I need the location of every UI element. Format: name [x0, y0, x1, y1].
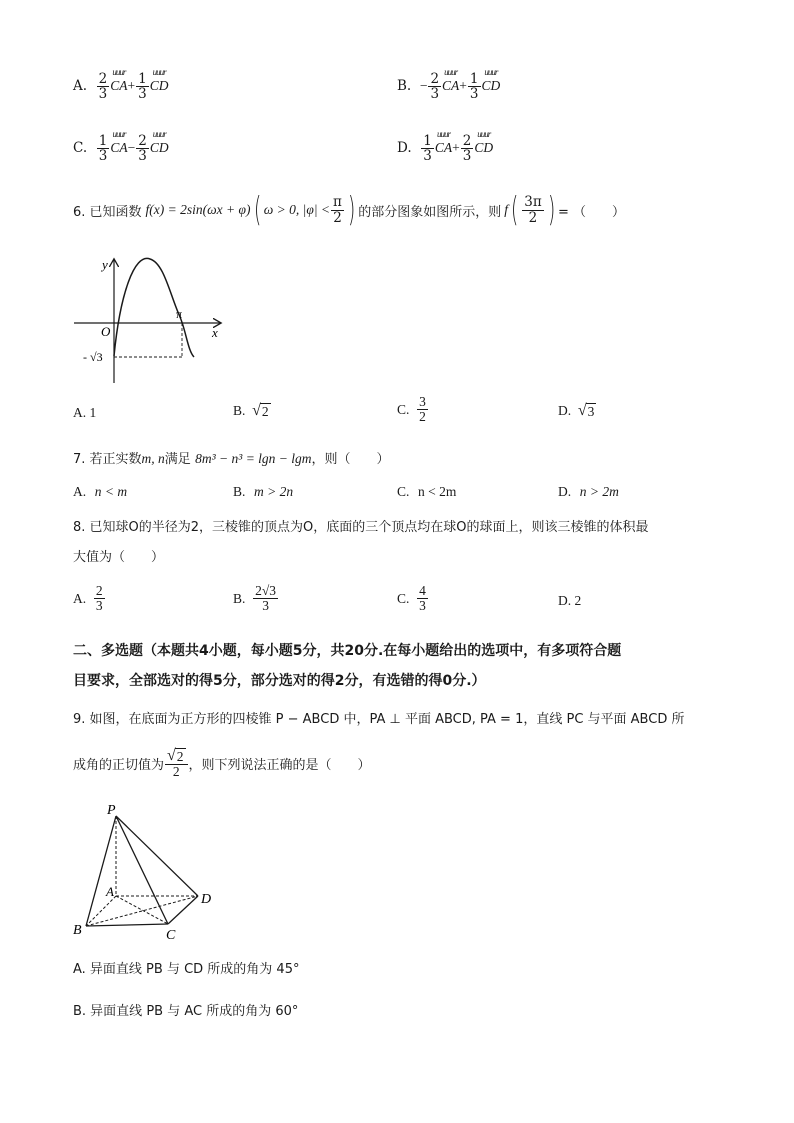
- q5-d-vector-ca: uuur CA: [434, 129, 453, 156]
- q9-label-a: A: [106, 884, 114, 899]
- q6-y-label: y: [102, 257, 108, 272]
- q6-origin-label: O: [101, 324, 111, 339]
- q5-c-vector-ca: uuur CA: [110, 129, 128, 156]
- q8-stem-line2: 大值为（ ）: [73, 550, 165, 565]
- q6-ask-fraction: $\frac{3\pi}{2}$: [524, 194, 542, 226]
- q7-stem: 7. 若正实数m, n满足 8m³ − n³ = lgn − lgm，则（ ）: [73, 451, 390, 467]
- q9-stem-line2: 成角的正切值为 √ 2 2 ，则下列说法正确的是（ ）: [73, 747, 371, 779]
- q5-a-coef1: $\frac{2}{3}$: [98, 71, 108, 103]
- q6-b-sqrt: √ 2: [252, 402, 269, 419]
- q9-edge-pc: [116, 816, 168, 924]
- q5-b-vector-cd: uuur CD: [481, 67, 501, 94]
- q8-option-d: D. 2: [558, 593, 582, 608]
- q8-option-b: B. $\frac{2√3}{3}$: [233, 583, 277, 614]
- q5-option-b: B. − $\frac{2}{3}$ uuur CA+ $\frac{1}{3}$ uuur CD: [397, 67, 501, 103]
- q5-option-c: C. $\frac{1}{3}$ uuur CA− $\frac{2}{3}$ uuur CD: [73, 129, 169, 165]
- q6-d-sqrt: √ 3: [577, 402, 595, 419]
- q6-stem: 6. 已知函数 f(x) = 2sin(ωx + φ) ( ω > 0, |φ| < $\frac{\pi}{2}$ ) 的部分图象如图所示，则 f ( $\frac{3\pi}{2}$ ) = （ ）: [73, 190, 625, 230]
- q5-option-d: D. $\frac{1}{3}$ uuur CA+ $\frac{2}{3}$ uuur CD: [397, 129, 494, 165]
- q6-neg-sqrt3-label: - √3: [83, 350, 103, 364]
- section2-heading-line2: 目要求，全部选对的得5分，部分选对的得2分，有选错的得0分.）: [73, 673, 486, 689]
- q9-pyramid-figure: [70, 800, 220, 945]
- q8-option-a: A. $\frac{2}{3}$: [73, 583, 103, 614]
- q5-a-vector-ca: uuur CA: [110, 67, 128, 94]
- q5-b-coef1: $\frac{2}{3}$: [430, 71, 440, 103]
- q9-edge-pd: [116, 816, 198, 896]
- q6-option-a: A. 1: [73, 405, 97, 420]
- q5-d-coef1: $\frac{1}{3}$: [423, 133, 432, 165]
- q8-stem-line1: 8. 已知球O的半径为2，三棱锥的顶点为O，底面的三个顶点均在球O的球面上，则该三棱锥的体积最: [73, 520, 649, 535]
- q6-option-d: D. √ 3: [558, 402, 595, 419]
- q9-stem-line1: 9. 如图，在底面为正方形的四棱锥 P − ABCD 中，PA ⊥ 平面 ABCD, PA = 1，直线 PC 与平面 ABCD 所: [73, 712, 685, 727]
- q5-d-vector-cd: uuur CD: [474, 129, 494, 156]
- q5-c-coef1: $\frac{1}{3}$: [98, 133, 108, 165]
- q9-label-p: P: [107, 803, 116, 818]
- q5-c-coef2: $\frac{2}{3}$: [138, 133, 147, 165]
- q5-d-coef2: $\frac{2}{3}$: [462, 133, 472, 165]
- q6-sine-graph: [70, 255, 230, 390]
- q5-option-a: A. $\frac{2}{3}$ uuur CA+ $\frac{1}{3}$ uuur CD: [73, 67, 169, 103]
- section2-heading-line1: 二、多选题（本题共4小题，每小题5分，共20分.在每小题给出的选项中，有多项符合题: [73, 643, 622, 659]
- q5-a-vector-cd: uuur CD: [149, 67, 169, 94]
- q7-option-a: A. n < m: [73, 484, 128, 499]
- q5-c-vector-cd: uuur CD: [149, 129, 169, 156]
- q7-option-d: D. n > 2m: [558, 484, 619, 499]
- q6-option-b: B. √ 2: [233, 402, 269, 419]
- q7-option-c: C. n < 2m: [397, 484, 457, 499]
- q6-pi-label: π: [176, 307, 183, 321]
- q6-option-c: C. $\frac{3}{2}$: [397, 394, 426, 425]
- q9-edge-ac: [116, 896, 168, 924]
- q5-b-coef2: $\frac{1}{3}$: [469, 71, 479, 103]
- q5-a-coef2: $\frac{1}{3}$: [138, 71, 147, 103]
- q7-option-b: B. m > 2n: [233, 484, 294, 499]
- q9-label-d: D: [201, 892, 212, 907]
- q8-option-c: C. $\frac{4}{3}$: [397, 583, 426, 614]
- q6-x-label: x: [212, 325, 218, 340]
- q9-label-c: C: [166, 928, 176, 943]
- q9-edge-pb: [86, 816, 116, 926]
- q9-option-a: A. 异面直线 PB 与 CD 所成的角为 45°: [73, 962, 300, 977]
- q9-label-b: B: [73, 923, 82, 938]
- q9-option-b: B. 异面直线 PB 与 AC 所成的角为 60°: [73, 1004, 299, 1019]
- q9-edge-bc: [86, 924, 168, 926]
- q5-b-vector-ca: uuur CA: [442, 67, 460, 94]
- q9-tan-fraction: √ 2 2: [165, 748, 188, 779]
- q6-cond-fraction: $\frac{\pi}{2}$: [333, 194, 342, 226]
